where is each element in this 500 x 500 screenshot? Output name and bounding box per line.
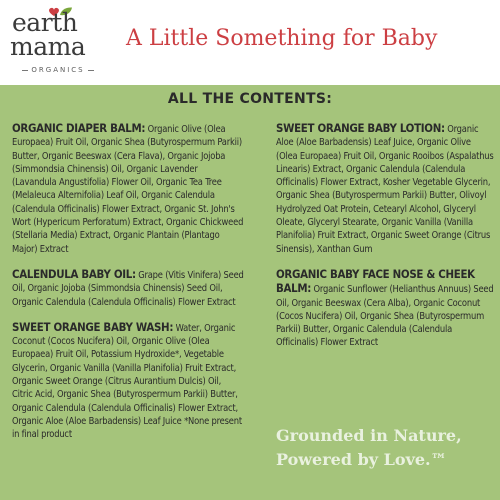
logo-word-organics: ORGANICS <box>10 66 106 74</box>
tagline: A Little Something for Baby <box>126 26 438 51</box>
brand-motto <box>276 424 498 472</box>
motto-line-1: Grounded in Nature, <box>276 426 462 445</box>
left-column <box>12 122 244 454</box>
logo-word-earth: earth <box>12 8 78 37</box>
product-ingredients: Organic Olive (Olea Europaea) Fruit Oil, Organic Shea (Butyrospermum Parkii) Butter, Organic Beeswax (Cera Flava), Organic Jojoba (Simmondsia Chinensis) Oil, Organic Lavender (Lavandula Angustifolia) Flower Oil, Organic Tea Tree (Melaleuca Alternifolia) Leaf Oil, Organic Calendula (Calendula Officinalis) Flower Extract, Organic St. John's Wort (Hypericum Perforatum) Extract, Organic Chickweed (Stellaria Media) Extract, Organic Plantain (Plantago Major) Extract <box>12 124 244 255</box>
product-ingredients: Water, Organic Coconut (Cocos Nucifera) Oil, Organic Olive (Olea Europaea) Fruit Oil, Potassium Hydroxide*, Vegetable Glycerin, Organic Vanilla (Vanilla Planifolia) Fruit Extract, Organic Sweet Orange (Citrus Aurantium Dulcis) Oil, Citric Acid, Organic Shea (Butyrospermum Parkii) Butter, Organic Calendula (Calendula Officinalis) Flower Extract, Organic Aloe (Aloe Barbadensis) Leaf Juice *None present in final product <box>12 322 242 441</box>
product-baby-lotion <box>276 122 494 256</box>
contents-heading: ALL THE CONTENTS: <box>167 91 333 107</box>
product-baby-oil <box>12 268 244 309</box>
header-banner <box>0 0 500 85</box>
logo-word-mama: mama <box>10 32 86 61</box>
product-face-balm <box>276 268 494 350</box>
product-name: SWEET ORANGE BABY LOTION: <box>276 121 445 135</box>
product-name: ORGANIC DIAPER BALM: <box>12 121 146 135</box>
product-ingredients: Organic Sunflower (Helianthus Annuus) Seed Oil, Organic Beeswax (Cera Alba), Organic Coconut (Cocos Nucifera) Oil, Organic Shea (Butyrospermum Parkii) Butter, Organic Calendula (Calendula Officinalis) Flower Extract <box>276 284 494 349</box>
brand-logo <box>8 6 108 82</box>
product-diaper-balm <box>12 122 244 256</box>
product-ingredients: Grape (Vitis Vinifera) Seed Oil, Organic Jojoba (Simmondsia Chinensis) Seed Oil, Organic Calendula (Calendula Officinalis) Flower Extract <box>12 269 244 308</box>
product-name: CALENDULA BABY OIL: <box>12 266 136 281</box>
product-name: SWEET ORANGE BABY WASH: <box>12 319 174 334</box>
product-name: ORGANIC BABY FACE NOSE & CHEEK BALM: <box>276 266 475 296</box>
product-baby-wash <box>12 321 244 442</box>
product-ingredients: Organic Aloe (Aloe Barbadensis) Leaf Juice, Organic Olive (Olea Europaea) Fruit Oil, Organic Rooibos (Aspalathus Linearis) Extract, Organic Calendula (Calendula Officinalis) Flower Extract, Kosher Vegetable Glycerin, Organic Shea (Butyrospermum Parkii) Butter, Olivoyl Hydrolyzed Oat Protein, Cetearyl Alcohol, Glyceryl Oleate, Glyceryl Stearate, Organic Vanilla (Vanilla Planifolia) Fruit Extract, Organic Sweet Orange (Citrus Sinensis), Xanthan Gum <box>276 124 494 255</box>
right-column <box>276 122 494 362</box>
motto-line-2: Powered by Love.™ <box>276 450 447 469</box>
